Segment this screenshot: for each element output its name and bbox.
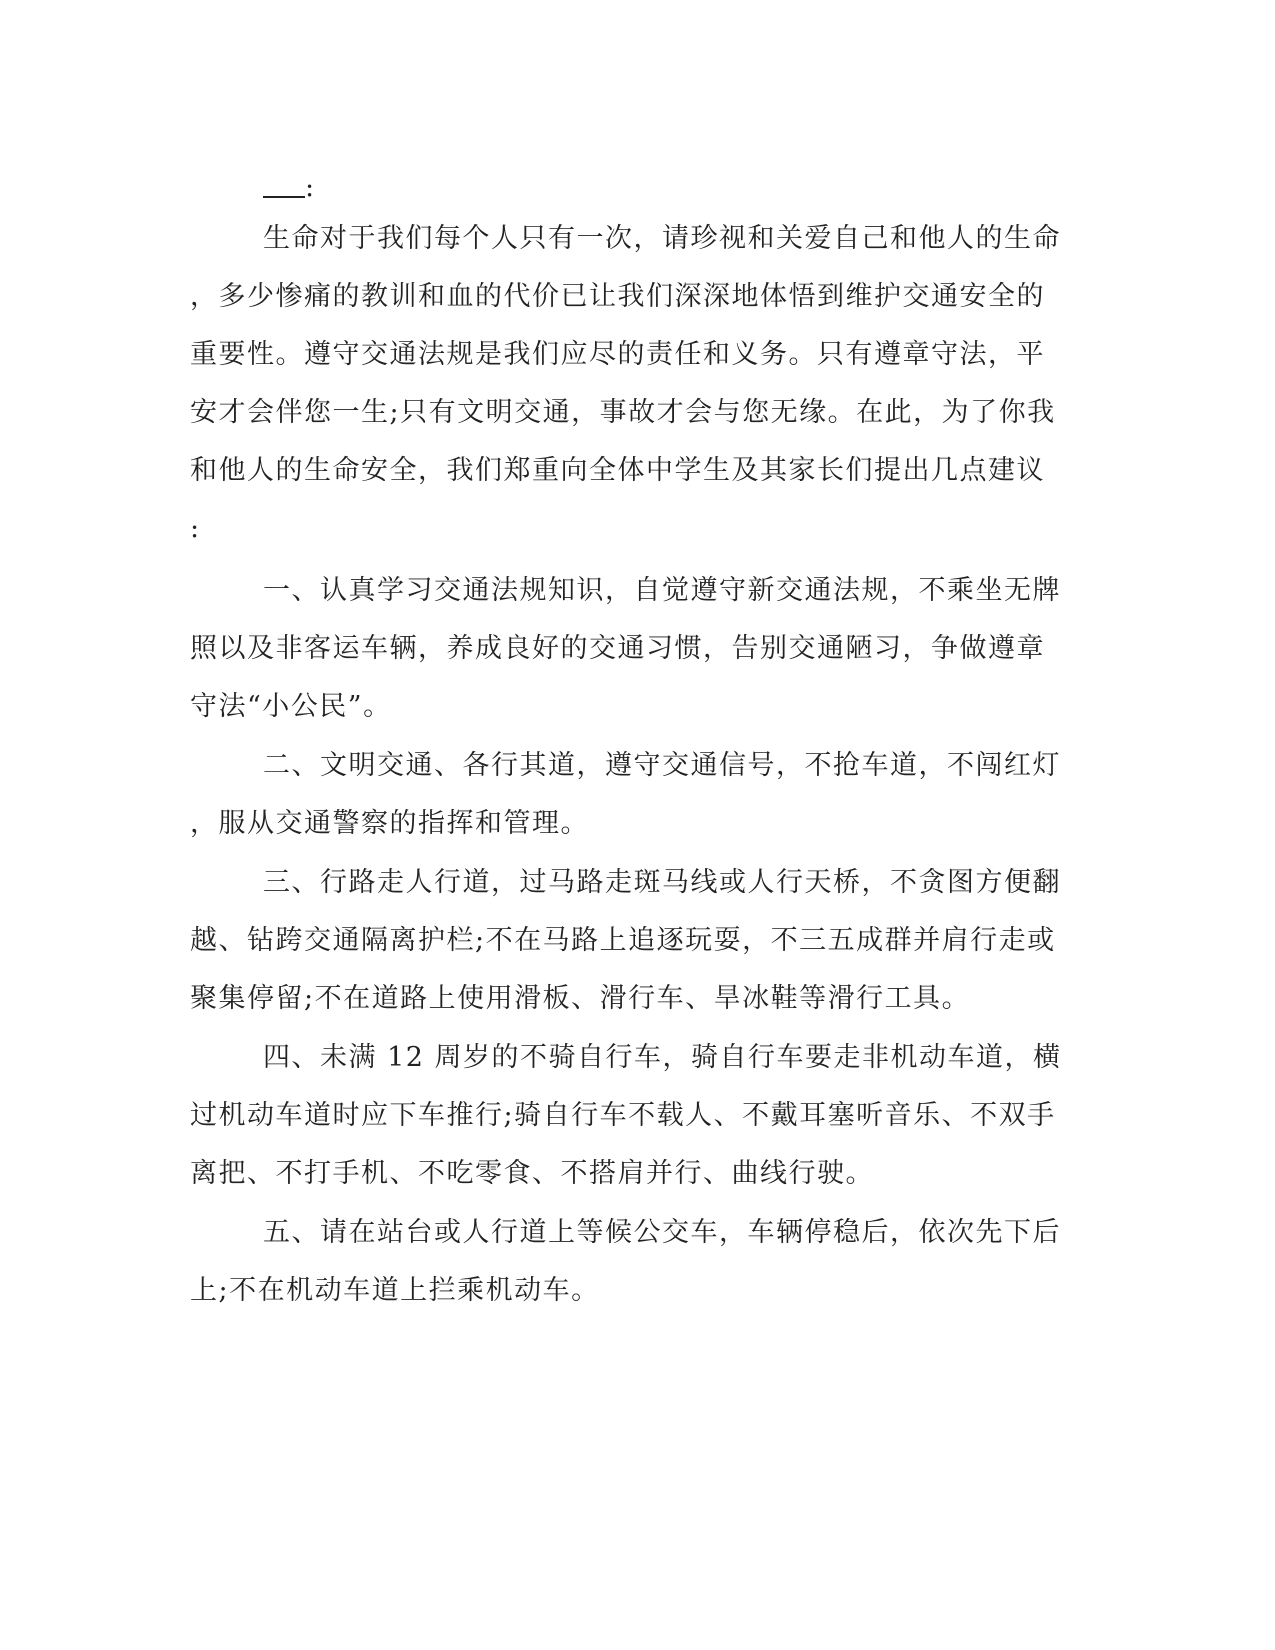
- item5-line-1: 五、请在站台或人行道上等候公交车，车辆停稳后，依次先下后: [263, 1217, 1061, 1248]
- salutation-line: [263, 168, 316, 208]
- item4-line-1: 四、未满 12 周岁的不骑自行车，骑自行车要走非机动车道，横: [263, 1042, 1062, 1073]
- item3-line-3: 聚集停留;不在道路上使用滑板、滑行车、旱冰鞋等滑行工具。: [190, 983, 971, 1014]
- intro-line-6: :: [190, 513, 201, 544]
- item3-line-2: 越、钻跨交通隔离护栏;不在马路上追逐玩耍，不三五成群并肩行走或: [190, 925, 1056, 956]
- item4-line-2: 过机动车道时应下车推行;骑自行车不载人、不戴耳塞听音乐、不双手: [190, 1100, 1056, 1131]
- item2-line-1: 二、文明交通、各行其道，遵守交通信号，不抢车道，不闯红灯: [263, 750, 1061, 781]
- item2-line-2: ，服从交通警察的指挥和管理。: [190, 808, 589, 839]
- item3-line-1: 三、行路走人行道，过马路走斑马线或人行天桥，不贪图方便翻: [263, 867, 1061, 898]
- item1-line-1: 一、认真学习交通法规知识，自觉遵守新交通法规，不乘坐无牌: [263, 575, 1061, 606]
- intro-line-5: 和他人的生命安全，我们郑重向全体中学生及其家长们提出几点建议: [190, 455, 1045, 486]
- intro-line-1: 生命对于我们每个人只有一次，请珍视和关爱自己和他人的生命: [263, 223, 1061, 254]
- item4-line-3: 离把、不打手机、不吃零食、不搭肩并行、曲线行驶。: [190, 1158, 874, 1189]
- salutation-blank: [263, 168, 305, 198]
- salutation-colon: :: [305, 172, 316, 203]
- intro-line-4: 安才会伴您一生;只有文明交通，事故才会与您无缘。在此，为了你我: [190, 397, 1056, 428]
- item1-line-3: 守法“小公民”。: [190, 691, 392, 722]
- item5-line-2: 上;不在机动车道上拦乘机动车。: [190, 1275, 600, 1306]
- intro-line-2: ，多少惨痛的教训和血的代价已让我们深深地体悟到维护交通安全的: [190, 281, 1045, 312]
- intro-line-3: 重要性。遵守交通法规是我们应尽的责任和义务。只有遵章守法，平: [190, 339, 1045, 370]
- item1-line-2: 照以及非客运车辆，养成良好的交通习惯，告别交通陋习，争做遵章: [190, 633, 1045, 664]
